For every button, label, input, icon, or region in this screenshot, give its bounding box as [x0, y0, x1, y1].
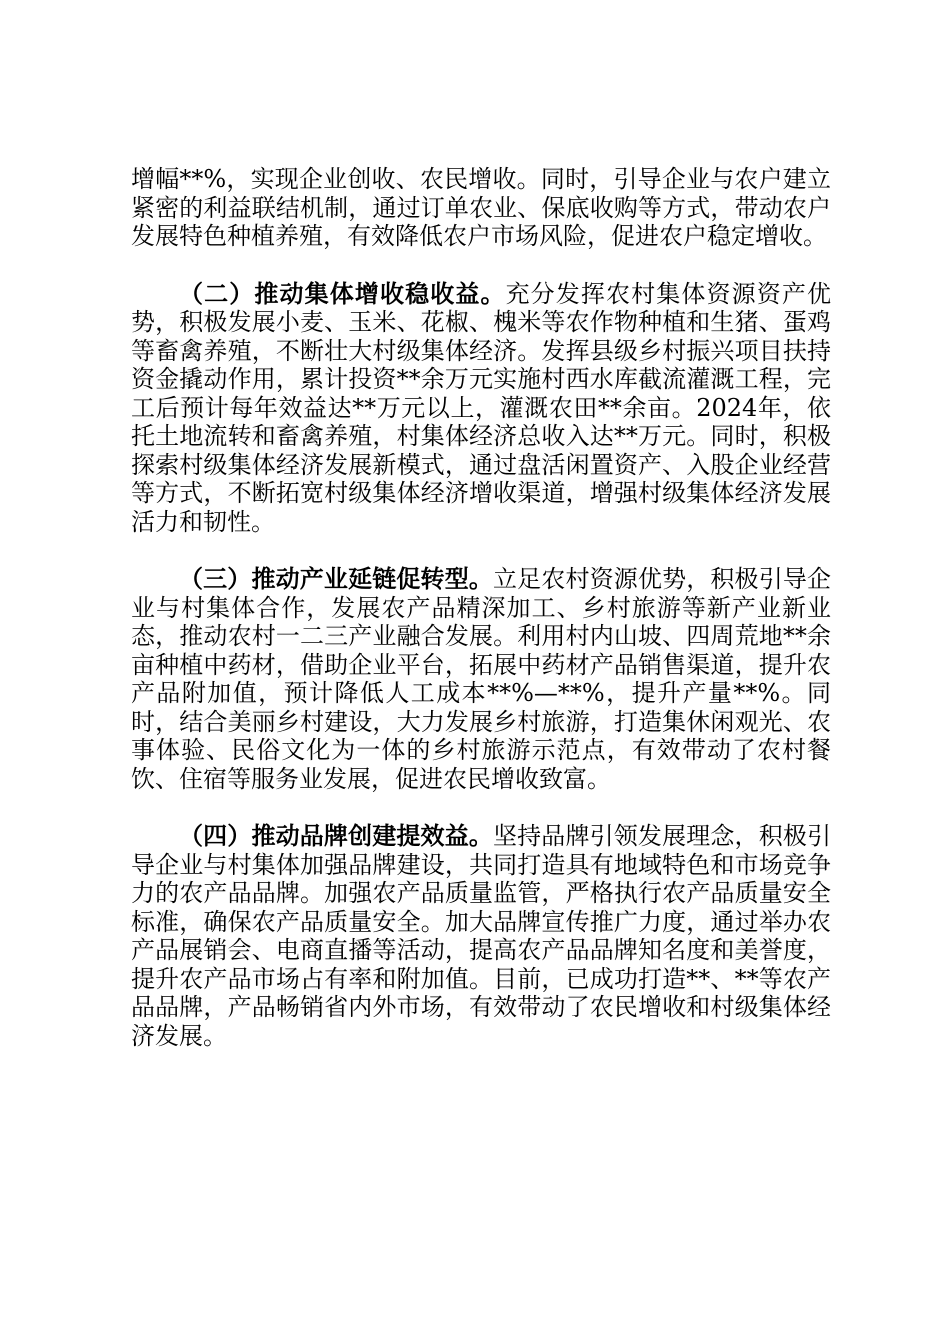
- paragraph-continuation: [131, 165, 831, 251]
- paragraph-text: 坚持品牌引领发展理念，积极引导企业与村集体加强品牌建设，共同打造具有地域特色和市场竞争力的农产品品牌。加强农产品质量监管，严格执行农产品质量安全标准，确保农产品质量安全。加大品牌宣传推广力度，通过举办农产品展销会、电商直播等活动，提高农产品品牌知名度和美誉度，提升农产品市场占有率和附加值。目前，已成功打造**、**等农产品品牌，产品畅销省内外市场，有效带动了农民增收和村级集体经济发展。: [131, 822, 831, 1050]
- section-heading: （三）推动产业延链促转型。: [179, 564, 493, 593]
- document-page: [131, 165, 831, 1079]
- section-heading: （四）推动品牌创建提效益。: [179, 821, 493, 850]
- paragraph-text: 充分发挥农村集体资源资产优势，积极发展小麦、玉米、花椒、槐米等农作物种植和生猪、蛋鸡等畜禽养殖，不断壮大村级集体经济。发挥县级乡村振兴项目扶持资金撬动作用，累计投资**余万元实施村西水库截流灌溉工程，完工后预计每年效益达**万元以上，灌溉农田**余亩。2024年，依托土地流转和畜禽养殖，村集体经济总收入达**万元。同时，积极探索村级集体经济发展新模式，通过盘活闲置资产、入股企业经营等方式，不断拓宽村级集体经济增收渠道，增强村级集体经济发展活力和韧性。: [131, 279, 832, 536]
- paragraph-collective-income: [131, 280, 831, 537]
- paragraph-industry-chain: [131, 565, 831, 793]
- paragraph-text: 增幅**%，实现企业创收、农民增收。同时，引导企业与农户建立紧密的利益联结机制，通过订单农业、保底收购等方式，带动农户发展特色种植养殖，有效降低农户市场风险，促进农户稳定增收。: [131, 165, 831, 250]
- section-heading: （二）推动集体增收稳收益。: [179, 278, 506, 308]
- paragraph-brand-building: [131, 822, 831, 1050]
- paragraph-text: 立足农村资源优势，积极引导企业与村集体合作，发展农产品精深加工、乡村旅游等新产业新业态，推动农村一二三产业融合发展。利用村内山坡、四周荒地**余亩种植中药材，借助企业平台，拓展中药材产品销售渠道，提升农产品附加值，预计降低人工成本**%—**%，提升产量**%。同时，结合美丽乡村建设，大力发展乡村旅游，打造集休闲观光、农事体验、民俗文化为一体的乡村旅游示范点，有效带动了农村餐饮、住宿等服务业发展，促进农民增收致富。: [131, 565, 831, 793]
